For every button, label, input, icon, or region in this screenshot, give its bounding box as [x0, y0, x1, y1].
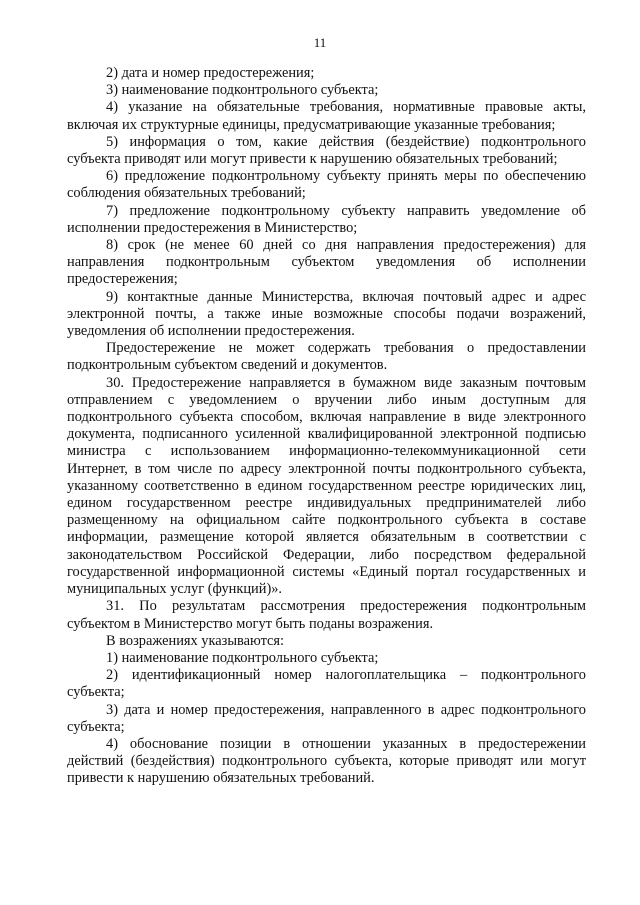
paragraph-clause-30: 30. Предостережение направляется в бумажном виде заказным почтовым отправлением с уведомлением о вручении либо иным доступным для подконтрольного субъекта способом, включая направление в виде электронного документа, подписанного усиленной квалифицированной электронной подписью министра с использованием информационно-телекоммуникационной сети Интернет, в том числе по адресу электронной почты подконтрольного субъекта, указанному соответственно в едином государственном реестре юридических лиц, едином государственном реестре индивидуальных предпринимателей либо размещенному на официальном сайте подконтрольного субъекта в составе информации, размещение которой является обязательным в соответствии с законодательством Российской Федерации, либо посредством федеральной государственной информационной системы «Единый портал государственных и муниципальных услуг (функций)».: [67, 374, 586, 598]
page-number: 11: [313, 35, 327, 50]
list-item-compliance-proposal: 6) предложение подконтрольному субъекту принять меры по обеспечению соблюдения обязательных требований;: [67, 168, 586, 202]
list-item-actions-info: 5) информация о том, какие действия (бездействие) подконтрольного субъекта приводят или могут привести к нарушению обязательных требований;: [67, 133, 586, 168]
list-item-objection-inn: 2) идентификационный номер налогоплательщика – подконтрольного субъекта;: [67, 667, 586, 701]
paragraph-clause-31: 31. По результатам рассмотрения предостережения подконтрольным субъектом в Министерство могут быть поданы возражения.: [67, 598, 586, 632]
list-item-deadline: 8) срок (не менее 60 дней со дня направления предостережения) для направления подконтрольным субъектом уведомления об исполнении предостережения;: [67, 237, 586, 288]
list-item-notification-proposal: 7) предложение подконтрольному субъекту направить уведомление об исполнении предостережения в Министерство;: [67, 202, 586, 236]
document-body: [67, 65, 586, 788]
list-item-date-number: 2) дата и номер предостережения;: [106, 65, 315, 81]
list-item-subject-name: 3) наименование подконтрольного субъекта;: [106, 82, 379, 99]
list-item-contacts: 9) контактные данные Министерства, включая почтовый адрес и адрес электронной почты, а также иные возможные способы подачи возражений, уведомления об исполнении предостережения.: [67, 288, 586, 340]
list-item-requirements: 4) указание на обязательные требования, нормативные правовые акты, включая их структурные единицы, предусматривающие указанные требования;: [67, 99, 586, 133]
list-item-objection-justification: 4) обоснование позиции в отношении указанных в предостережении действий (бездействия) подконтрольного субъекта, которые приводят или могут привести к нарушению обязательных требований.: [67, 735, 586, 787]
list-item-objection-date: 3) дата и номер предостережения, направленного в адрес подконтрольного субъекта;: [67, 701, 586, 735]
paragraph-objections-intro: В возражениях указываются:: [106, 632, 285, 649]
paragraph-restriction: Предостережение не может содержать требования о предоставлении подконтрольным субъектом сведений и документов.: [67, 340, 586, 374]
list-item-objection-name: 1) наименование подконтрольного субъекта;: [106, 649, 379, 666]
